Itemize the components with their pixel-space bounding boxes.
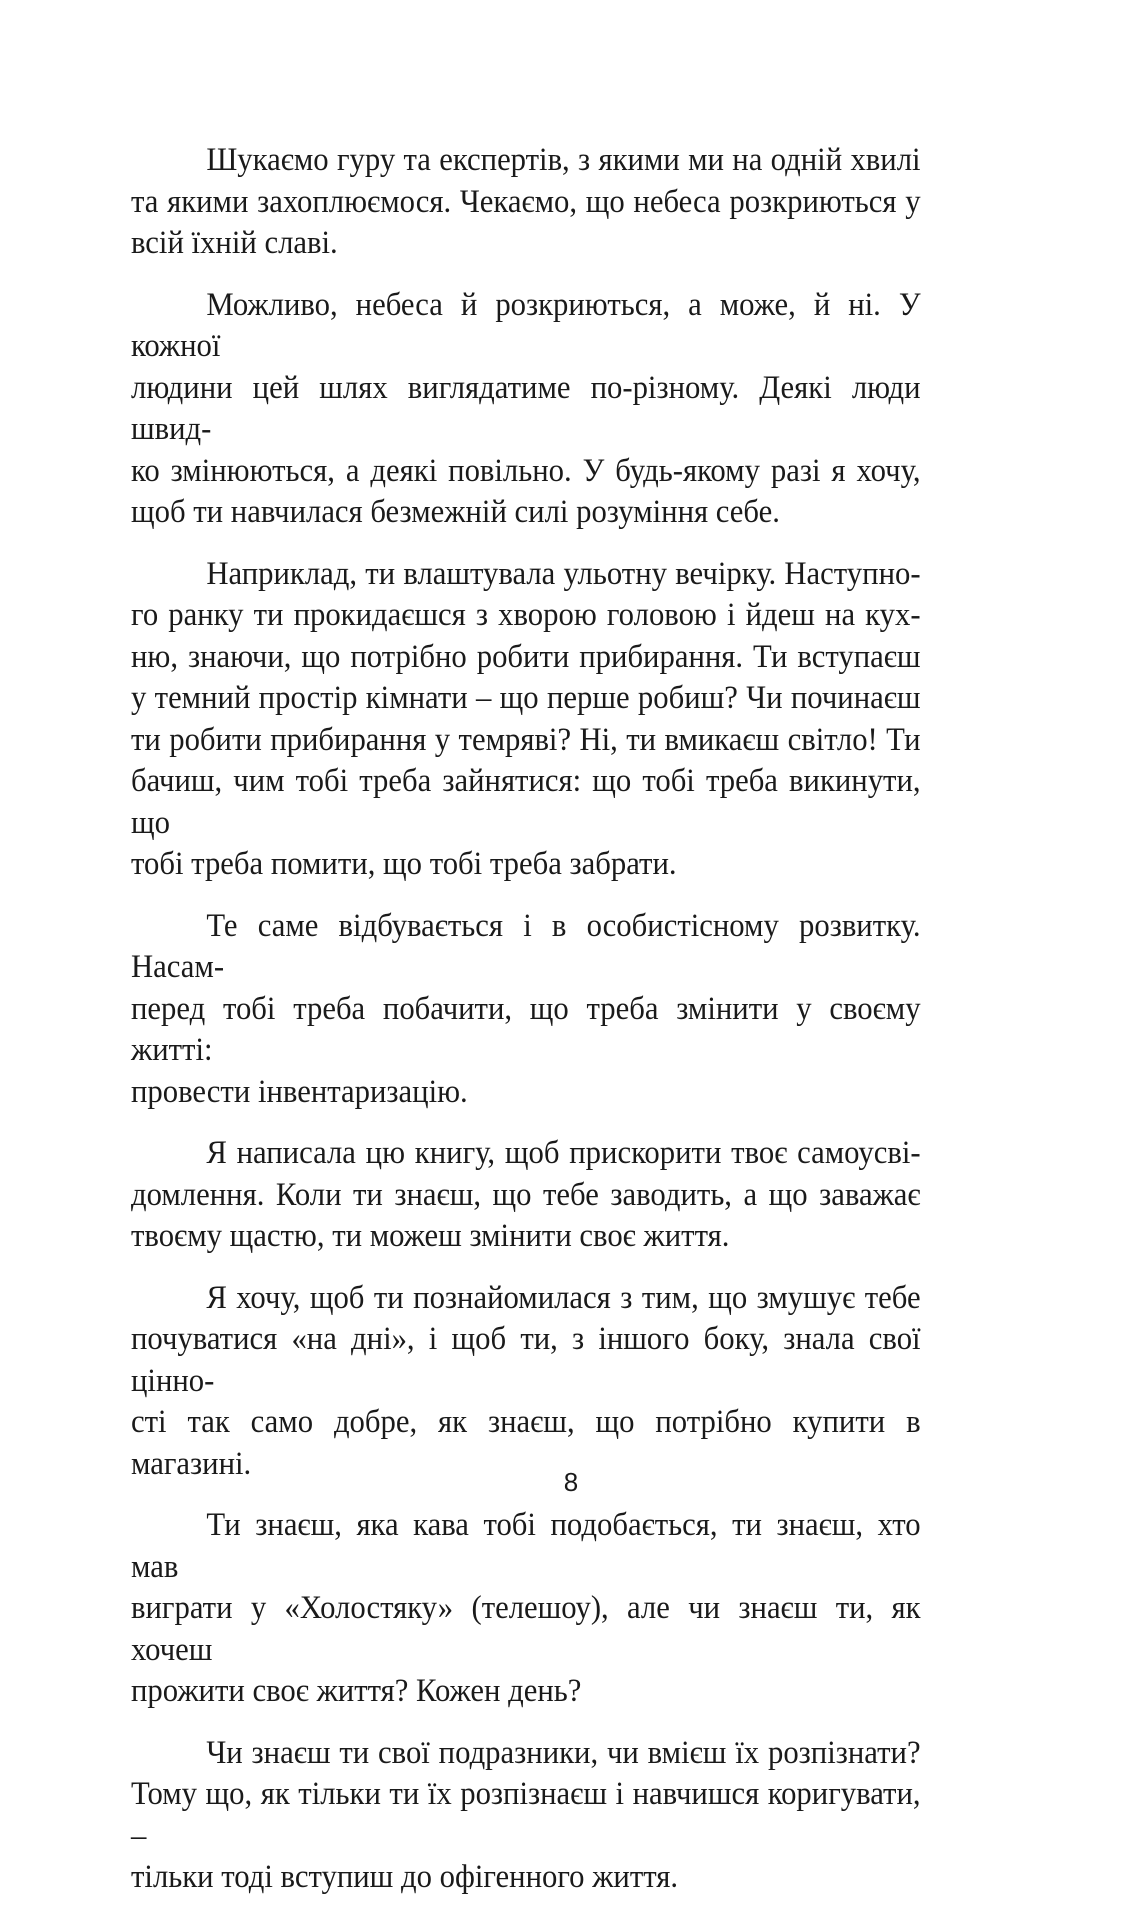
text-line: Шукаємо гуру та експертів, з якими ми на одній хвилі <box>206 142 921 178</box>
text-line: ко змінюються, а деякі повільно. У будь-якому разі я хочу, <box>131 452 921 489</box>
text-line: почуватися «на дні», і щоб ти, з іншого боку, знала свої цінно- <box>131 1321 921 1399</box>
text-line: прожити своє життя? Кожен день? <box>131 1673 582 1709</box>
paragraph <box>131 906 921 1114</box>
text-line: всій їхній славі. <box>131 225 338 261</box>
page-number: 8 <box>563 1467 579 1497</box>
text-line: Те саме відбувається і в особистісному розвитку. Насам- <box>131 907 921 985</box>
text-line: ти робити прибирання у темряві? Ні, ти вмикаєш світло! Ти <box>131 721 921 758</box>
text-line: перед тобі треба побачити, що треба змінити у своєму житті: <box>131 990 921 1068</box>
text-line: провести інвентаризацію. <box>131 1073 468 1110</box>
text-line: Тому що, як тільки ти їх розпізнаєш і навчишся коригувати, – <box>131 1776 921 1854</box>
text-line: Я хочу, щоб ти познайомилася з тим, що змушує тебе <box>206 1279 921 1316</box>
text-line: твоєму щастю, ти можеш змінити своє життя. <box>131 1218 730 1254</box>
paragraph <box>131 285 921 534</box>
paragraph <box>131 1278 921 1486</box>
text-line: Ти знаєш, яка кава тобі подобається, ти знаєш, хто мав <box>131 1507 921 1585</box>
text-line: Можливо, небеса й розкриються, а може, й ні. У кожної <box>131 286 921 364</box>
text-line: тобі треба помити, що тобі треба забрати. <box>131 846 677 882</box>
paragraph <box>131 1505 921 1713</box>
text-line: виграти у «Холостяку» (телешоу), але чи знаєш ти, як хочеш <box>131 1590 921 1668</box>
text-line: Чи знаєш ти свої подразники, чи вмієш їх розпізнати? <box>206 1734 921 1771</box>
paragraph <box>131 1733 921 1899</box>
text-line: щоб ти навчилася безмежній силі розуміння себе. <box>131 494 780 530</box>
text-line: тільки тоді вступиш до офігенного життя. <box>131 1859 679 1895</box>
text-line: у темний простір кімнати – що перше робиш? Чи починаєш <box>131 680 921 716</box>
text-line: ню, знаючи, що потрібно робити прибирання. Ти вступаєш <box>131 638 921 675</box>
body-text <box>131 140 921 1919</box>
text-line: Я написала цю книгу, щоб прискорити твоє самоусві- <box>206 1135 921 1171</box>
paragraph <box>131 554 921 886</box>
text-line: сті так само добре, як знаєш, що потрібно купити в магазині. <box>131 1404 921 1482</box>
paragraph <box>131 1133 921 1258</box>
text-line: людини цей шлях виглядатиме по-різному. Деякі люди швид- <box>131 369 921 447</box>
text-line: домлення. Коли ти знаєш, що тебе заводить, а що заважає <box>131 1176 921 1213</box>
text-line: го ранку ти прокидаєшся з хворою головою і йдеш на кух- <box>131 597 921 633</box>
text-line: бачиш, чим тобі треба зайнятися: що тобі треба викинути, що <box>131 763 921 841</box>
paragraph <box>131 140 921 265</box>
text-line: Наприклад, ти влаштувала ульотну вечірку. Наступно- <box>206 555 921 592</box>
text-line: та якими захоплюємося. Чекаємо, що небеса розкриються у <box>131 183 921 220</box>
